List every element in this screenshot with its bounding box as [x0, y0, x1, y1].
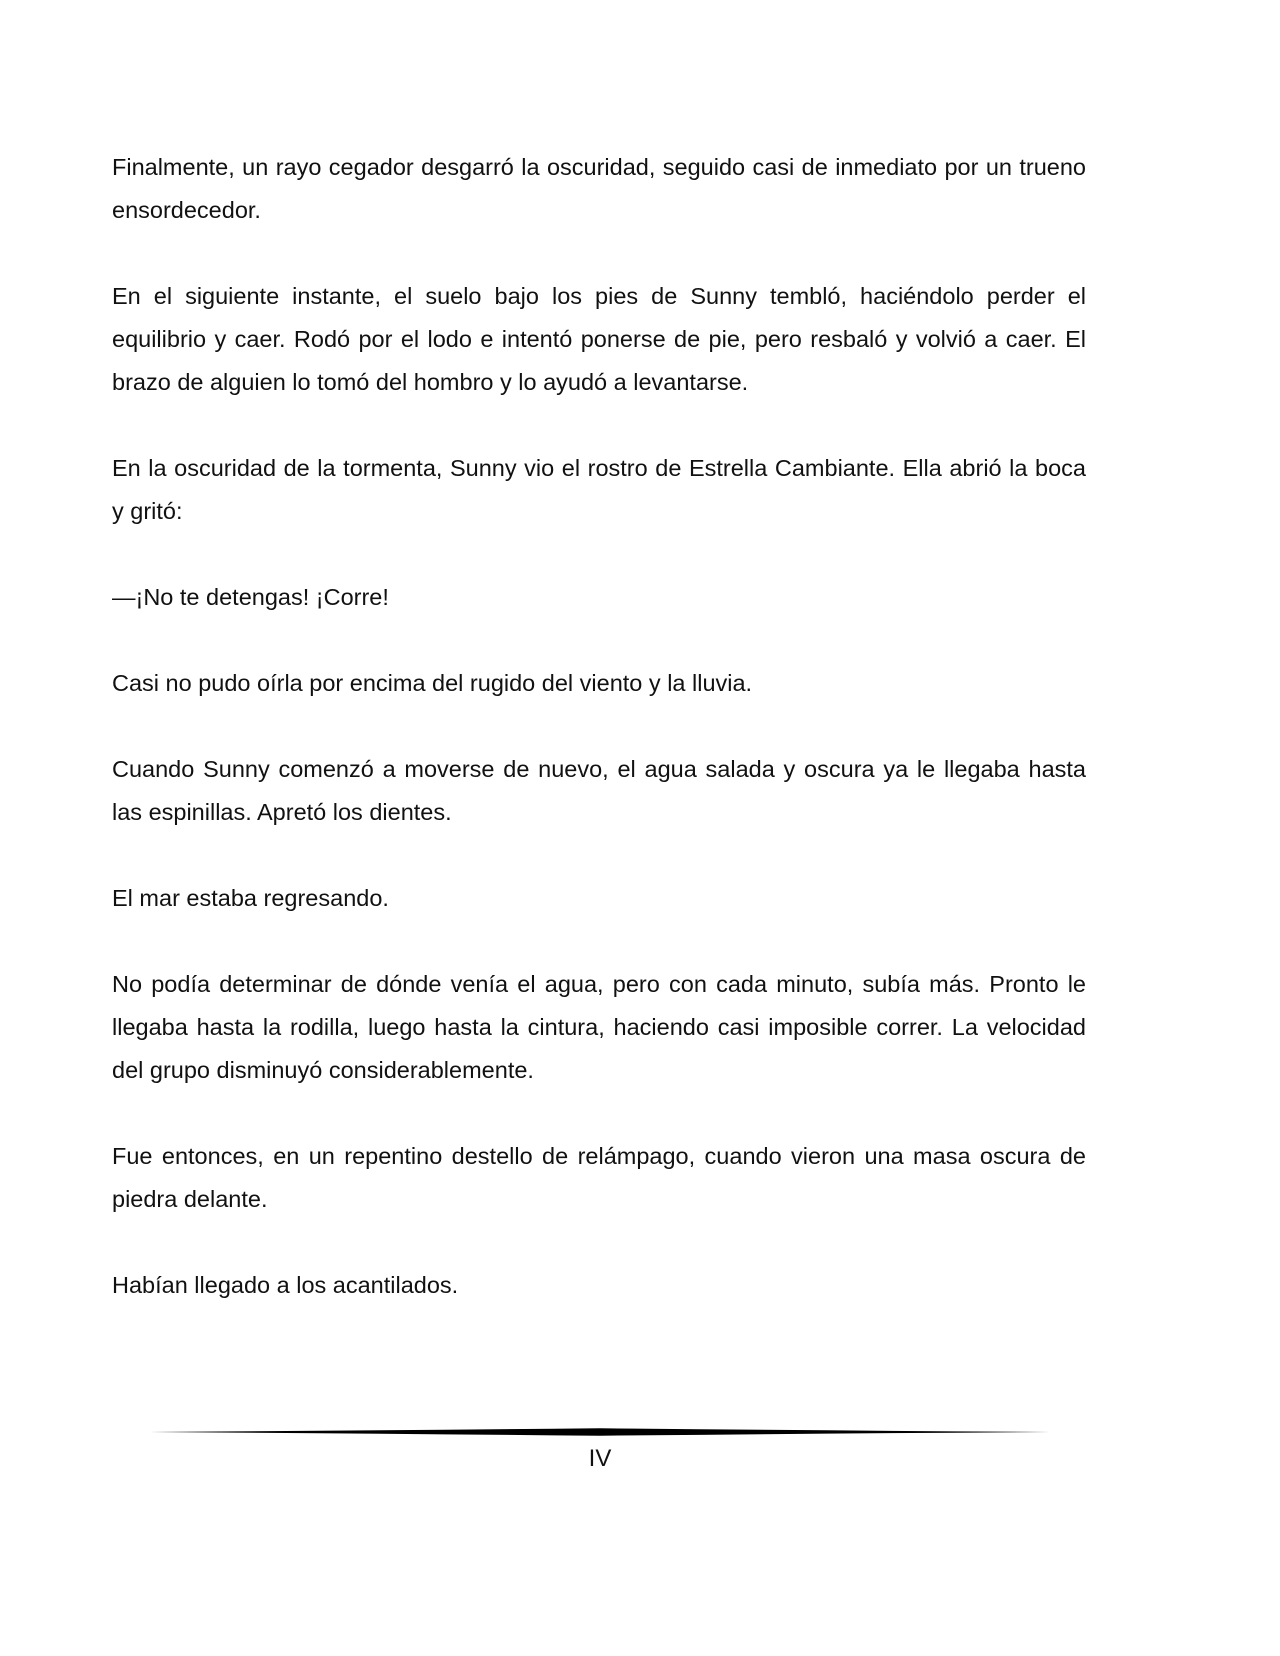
- paragraph-7: El mar estaba regresando.: [112, 885, 389, 911]
- paragraph-10: Habían llegado a los acantilados.: [112, 1272, 459, 1298]
- footer-divider-rule: [150, 1426, 1050, 1438]
- paragraph-4-dialogue: —¡No te detengas! ¡Corre!: [112, 584, 389, 610]
- paragraph-9: Fue entonces, en un repentino destello de relámpago, cuando vieron una masa oscura de piedra delante.: [112, 1143, 1086, 1212]
- footer-divider-shape: [150, 1428, 1050, 1436]
- paragraph-2: En el siguiente instante, el suelo bajo los pies de Sunny tembló, haciéndolo perder el equilibrio y caer. Rodó por el lodo e intentó ponerse de pie, pero resbaló y volvió a caer. El brazo de alguien lo tomó del hombro y lo ayudó a levantarse.: [112, 283, 1086, 395]
- paragraph-6: Cuando Sunny comenzó a moverse de nuevo, el agua salada y oscura ya le llegaba hasta las espinillas. Apretó los dientes.: [112, 756, 1086, 825]
- page-number: IV: [588, 1445, 612, 1472]
- paragraph-8: No podía determinar de dónde venía el agua, pero con cada minuto, subía más. Pronto le llegaba hasta la rodilla, luego hasta la cintura, haciendo casi imposible correr. La velocidad del grupo disminuyó considerablemente.: [112, 971, 1086, 1083]
- paragraph-5: Casi no pudo oírla por encima del rugido del viento y la lluvia.: [112, 670, 753, 696]
- paragraph-1: Finalmente, un rayo cegador desgarró la oscuridad, seguido casi de inmediato por un trueno ensordecedor.: [112, 154, 1086, 223]
- chapter-text: [112, 146, 1086, 1350]
- paragraph-3: En la oscuridad de la tormenta, Sunny vio el rostro de Estrella Cambiante. Ella abrió la boca y gritó:: [112, 455, 1086, 524]
- page-footer: [150, 1426, 1050, 1472]
